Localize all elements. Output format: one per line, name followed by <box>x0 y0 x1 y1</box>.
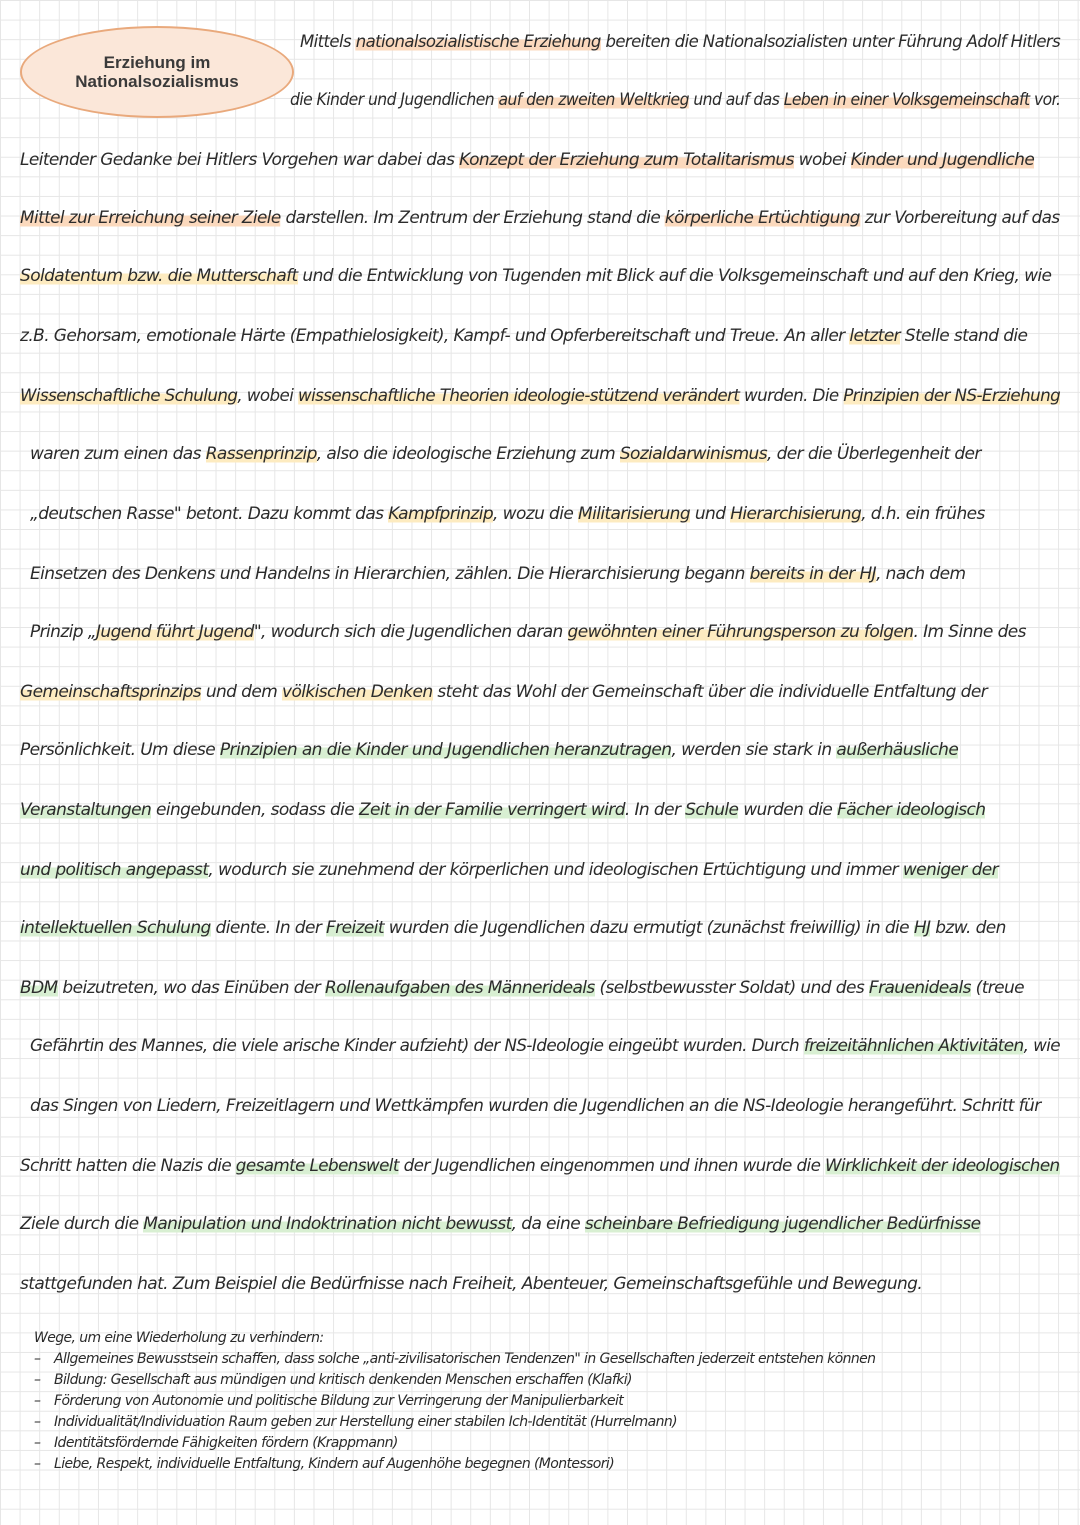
highlighted-text: Hierarchisierung <box>730 504 862 524</box>
text-line <box>30 564 965 584</box>
footer-item: – Liebe, Respekt, individuelle Entfaltung, Kindern auf Augenhöhe begegnen (Montessori) <box>34 1456 615 1472</box>
highlighted-text: nationalsozialistische Erziehung <box>355 32 601 52</box>
highlighted-text: letzter <box>849 326 901 346</box>
title-badge <box>20 26 294 118</box>
text-segment: die Kinder und Jugendlichen <box>290 90 499 110</box>
text-line <box>20 266 1051 286</box>
highlighted-text: Soldatentum bzw. die Mutterschaft <box>20 266 298 286</box>
text-segment: „deutschen Rasse" betont. Dazu kommt das <box>30 504 389 524</box>
text-line <box>290 90 1060 110</box>
text-segment: und die Entwicklung von Tugenden mit Blick auf die Volksgemeinschaft und auf den Krieg, wie <box>297 266 1052 286</box>
text-segment: der Jugendlichen eingenommen und ihnen wurde die <box>398 1156 826 1176</box>
text-segment: . In der <box>624 800 686 820</box>
highlighted-text: HJ <box>913 918 931 938</box>
text-segment: das Singen von Liedern, Freizeitlagern und Wettkämpfen wurden die Jugendlichen an die NS-Ideologie herangeführt. Schritt für <box>30 1096 1041 1116</box>
text-line <box>30 1096 1041 1116</box>
text-segment: wobei <box>793 150 851 170</box>
text-segment: Prinzip „ <box>30 622 96 642</box>
text-segment: Gefährtin des Mannes, die viele arische Kinder aufzieht) der NS-Ideologie eingeübt wurden. Durch <box>30 1036 804 1056</box>
text-line <box>20 208 1060 228</box>
highlighted-text: außerhäusliche <box>836 740 959 760</box>
text-segment: , der die Überlegenheit der <box>767 444 981 464</box>
highlighted-text: gesamte Lebenswelt <box>235 1156 399 1176</box>
highlighted-text: Veranstaltungen <box>20 800 152 820</box>
highlighted-text: Gemeinschaftsprinzips <box>20 682 202 702</box>
highlighted-text: Wirklichkeit der ideologischen <box>825 1156 1060 1176</box>
text-segment: bereiten die Nationalsozialisten unter Führung Adolf Hitlers <box>600 32 1061 52</box>
highlighted-text: intellektuellen Schulung <box>20 918 211 938</box>
text-segment: (selbstbewusster Soldat) und des <box>594 978 869 998</box>
text-segment: , nach dem <box>876 564 966 584</box>
highlighted-text: Manipulation und Indoktrination nicht bewusst <box>143 1214 512 1234</box>
highlighted-text: Wissenschaftliche Schulung <box>20 386 238 406</box>
text-segment: darstellen. Im Zentrum der Erziehung stand die <box>280 208 665 228</box>
footer-item: – Allgemeines Bewusstsein schaffen, dass solche „anti-zivilisatorischen Tendenzen" in Gesellschaften jederzeit entstehen können <box>34 1351 876 1367</box>
text-line <box>30 444 981 464</box>
text-segment: , wobei <box>237 386 299 406</box>
text-segment: und <box>690 504 731 524</box>
text-segment: , da eine <box>511 1214 585 1234</box>
text-line <box>20 1156 1060 1176</box>
text-segment: beizutreten, wo das Einüben der <box>57 978 325 998</box>
title-line-2: Nationalsozialismus <box>75 72 239 91</box>
text-segment: , wodurch sie zunehmend der körperlichen und ideologischen Ertüchtigung und immer <box>208 860 903 880</box>
text-segment: Einsetzen des Denkens und Handelns in Hierarchien, zählen. Die Hierarchisierung begann <box>30 564 750 584</box>
highlighted-text: bereits in der HJ <box>749 564 877 584</box>
text-segment: Ziele durch die <box>20 1214 144 1234</box>
highlighted-text: und politisch angepasst <box>20 860 209 880</box>
text-segment: vor. <box>1029 90 1061 110</box>
highlighted-text: Konzept der Erziehung zum Totalitarismus <box>459 150 794 170</box>
text-segment: Persönlichkeit. Um diese <box>20 740 220 760</box>
highlighted-text: Kinder und Jugendliche <box>850 150 1035 170</box>
text-line <box>20 150 1034 170</box>
highlighted-text: scheinbare Befriedigung jugendlicher Bedürfnisse <box>584 1214 981 1234</box>
text-segment: , wozu die <box>493 504 579 524</box>
text-segment: , wie <box>1023 1036 1061 1056</box>
highlighted-text: BDM <box>20 978 58 998</box>
text-line <box>20 800 985 820</box>
highlighted-text: Mittel zur Erreichung seiner Ziele <box>20 208 281 228</box>
highlighted-text: wissenschaftliche Theorien ideologie-stützend verändert <box>298 386 740 406</box>
text-segment: , d.h. ein frühes <box>861 504 985 524</box>
highlighted-text: freizeitähnlichen Aktivitäten <box>803 1036 1024 1056</box>
text-segment: steht das Wohl der Gemeinschaft über die individuelle Entfaltung der <box>432 682 988 702</box>
highlighted-text: Rassenprinzip <box>205 444 317 464</box>
highlighted-text: gewöhnten einer Führungsperson zu folgen <box>567 622 914 642</box>
text-segment: stattgefunden hat. Zum Beispiel die Bedürfnisse nach Freiheit, Abenteuer, Gemeinschaftsgefühle und Bewegung. <box>20 1274 923 1294</box>
text-line <box>20 1214 980 1234</box>
text-line <box>30 622 1026 642</box>
text-line <box>30 504 985 524</box>
title-line-1: Erziehung im <box>103 53 211 72</box>
text-segment: und auf das <box>688 90 784 110</box>
text-line <box>20 1274 922 1294</box>
highlighted-text: Militarisierung <box>578 504 691 524</box>
footer-heading: Wege, um eine Wiederholung zu verhindern: <box>34 1330 324 1346</box>
highlighted-text: weniger der <box>902 860 999 880</box>
text-line <box>20 386 1060 406</box>
footer-item: – Individualität/Individuation Raum geben zur Herstellung einer stabilen Ich-Identität (Hurrelmann) <box>34 1414 677 1430</box>
text-line <box>20 860 998 880</box>
highlighted-text: Frauenideals <box>868 978 971 998</box>
highlighted-text: völkischen Denken <box>282 682 433 702</box>
text-line <box>20 682 987 702</box>
text-segment: Mittels <box>300 32 356 52</box>
text-segment: zur Vorbereitung auf das <box>859 208 1060 228</box>
text-line <box>20 918 1006 938</box>
text-segment: Leitender Gedanke bei Hitlers Vorgehen war dabei das <box>20 150 460 170</box>
text-segment: wurden die Jugendlichen dazu ermutigt (zunächst freiwillig) in die <box>383 918 914 938</box>
highlighted-text: körperliche Ertüchtigung <box>664 208 860 228</box>
highlighted-text: Jugend führt Jugend <box>96 622 254 642</box>
text-segment: . Im Sinne des <box>913 622 1026 642</box>
text-segment: ", wodurch sich die Jugendlichen daran <box>253 622 568 642</box>
footer-list <box>34 1328 1054 1475</box>
text-line <box>20 978 1024 998</box>
text-segment: bzw. den <box>930 918 1006 938</box>
text-segment: waren zum einen das <box>30 444 206 464</box>
text-line <box>30 1036 1060 1056</box>
text-segment: wurden die <box>738 800 838 820</box>
highlighted-text: Schule <box>685 800 739 820</box>
text-line <box>20 326 1027 346</box>
text-segment: diente. In der <box>210 918 327 938</box>
highlighted-text: Zeit in der Familie verringert wird <box>358 800 625 820</box>
text-segment: wurden. Die <box>739 386 844 406</box>
footer-item: – Bildung: Gesellschaft aus mündigen und kritisch denkenden Menschen erschaffen (Klafki) <box>34 1372 632 1388</box>
text-segment: eingebunden, sodass die <box>151 800 359 820</box>
highlighted-text: Kampfprinzip <box>388 504 494 524</box>
footer-item: – Förderung von Autonomie und politische Bildung zur Verringerung der Manipulierbarkeit <box>34 1393 624 1409</box>
highlighted-text: Leben in einer Volksgemeinschaft <box>783 90 1030 110</box>
text-line <box>300 32 1060 52</box>
text-segment: Schritt hatten die Nazis die <box>20 1156 236 1176</box>
highlighted-text: Prinzipien der NS-Erziehung <box>843 386 1061 406</box>
text-segment: , werden sie stark in <box>671 740 837 760</box>
text-segment: und dem <box>201 682 282 702</box>
highlighted-text: Rollenaufgaben des Männerideals <box>324 978 595 998</box>
text-segment: z.B. Gehorsam, emotionale Härte (Empathielosigkeit), Kampf- und Opferbereitschaft und Treue. An aller <box>20 326 850 346</box>
highlighted-text: Fächer ideologisch <box>837 800 986 820</box>
footer-item: – Identitätsfördernde Fähigkeiten fördern (Krappmann) <box>34 1435 398 1451</box>
text-segment: (treue <box>970 978 1025 998</box>
highlighted-text: Freizeit <box>326 918 384 938</box>
text-segment: , also die ideologische Erziehung zum <box>316 444 620 464</box>
text-line <box>20 740 958 760</box>
highlighted-text: Prinzipien an die Kinder und Jugendlichen heranzutragen <box>219 740 672 760</box>
highlighted-text: Sozialdarwinismus <box>619 444 767 464</box>
highlighted-text: auf den zweiten Weltkrieg <box>498 90 689 110</box>
text-segment: Stelle stand die <box>900 326 1028 346</box>
